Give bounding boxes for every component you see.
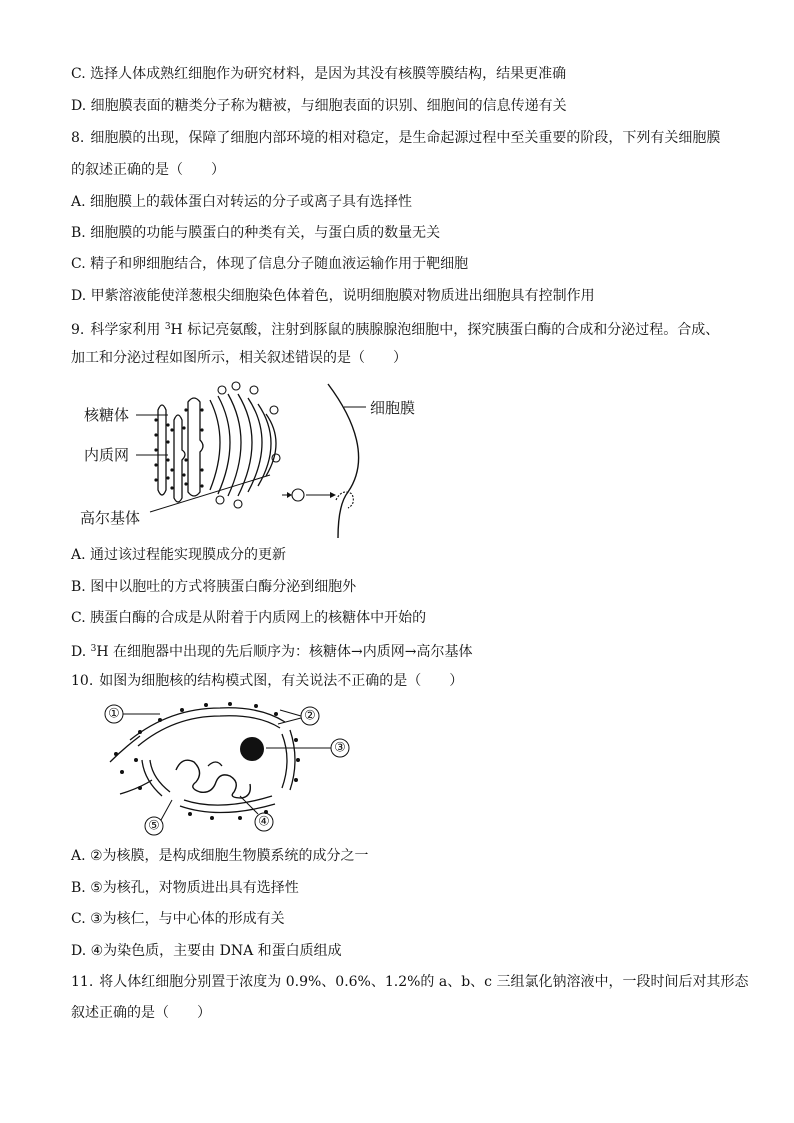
q10-option-b: B. ⑤为核孔，对物质进出具有选择性 [71,880,299,896]
q10-stem [71,671,463,691]
nucleus-figure [100,700,360,840]
callout-1 [105,705,160,723]
ribosome-dots [154,408,203,489]
q10-stem-text: 如图为细胞核的结构模式图，有关说法不正确的是（ ） [99,673,464,689]
q9-option-d-prefix: D. [71,644,91,660]
q9-stem-line1 [71,317,719,340]
q8-option-b: B. 细胞膜的功能与膜蛋白的种类有关，与蛋白质的数量无关 [71,225,441,241]
q9-number: 9. [71,322,85,338]
q8-option-d: D. 甲紫溶液能使洋葱根尖细胞染色体着色，说明细胞膜对物质进出细胞具有控制作用 [71,288,595,304]
q11-stem-line1 [71,972,748,992]
callout-4 [240,796,273,831]
q10-number: 10. [71,673,94,689]
q9-option-d [71,639,473,662]
secretion-diagram [70,380,440,540]
q11-stem-line2: 叙述正确的是（ ） [71,1005,211,1021]
golgi-icon [210,394,276,496]
q9-stem-pre: 科学家利用 [90,322,161,338]
q8-option-a: A. 细胞膜上的载体蛋白对转运的分子或离子具有选择性 [71,194,413,210]
chromatin-fragment [208,762,222,766]
nucleus-diagram [100,700,360,840]
callout-2 [278,707,319,725]
callout-3 [266,739,349,757]
q8-stem-text: 细胞膜的出现，保障了细胞内部环境的相对稳定，是生命起源过程中至关重要的阶段，下列有关细胞膜 [90,130,721,146]
q9-option-d-text: H 在细胞器中出现的先后顺序为：核糖体→内质网→高尔基体 [96,644,473,660]
callout-2-label: ② [304,708,316,724]
rough-er-icon [158,398,203,502]
q11-number: 11. [71,974,94,990]
callout-5 [145,800,172,835]
q9-option-d-mass: 3 [90,644,97,654]
label-er: 内质网 [84,446,130,464]
q9-stem-post: H 标记亮氨酸，注射到豚鼠的胰腺腺泡细胞中，探究胰蛋白酶的合成和分泌过程。合成、 [170,322,720,338]
q8-stem-line1 [71,128,720,148]
q9-option-b: B. 图中以胞吐的方式将胰蛋白酶分泌到细胞外 [71,579,357,595]
exocytosis-vesicle [336,492,353,508]
q10-option-d: D. ④为染色质，主要由 DNA 和蛋白质组成 [71,943,342,959]
q10-option-a: A. ②为核膜，是构成细胞生物膜系统的成分之一 [71,848,369,864]
label-membrane: 细胞膜 [370,399,416,417]
q8-number: 8. [71,130,85,146]
q10-option-c: C. ③为核仁，与中心体的形成有关 [71,911,285,927]
q8-stem-line2: 的叙述正确的是（ ） [71,162,225,178]
label-ribosome: 核糖体 [84,406,130,424]
q11-stem-text: 将人体红细胞分别置于浓度为 0.9%、0.6%、1.2%的 a、b、c 三组氯化钠溶液中，一段时间后对其形态 [99,974,749,990]
q9-option-c: C. 胰蛋白酶的合成是从附着于内质网上的核糖体中开始的 [71,610,427,626]
q7-option-d: D. 细胞膜表面的糖类分子称为糖被，与细胞表面的识别、细胞间的信息传递有关 [71,98,567,114]
q9-option-a: A. 通过该过程能实现膜成分的更新 [71,547,287,563]
callout-3-label: ③ [334,740,346,756]
nucleolus-icon [240,737,264,761]
q7-option-c: C. 选择人体成熟红细胞作为研究材料，是因为其没有核膜等膜结构，结果更准确 [71,66,567,82]
label-golgi: 高尔基体 [80,509,141,527]
q9-stem-line2: 加工和分泌过程如图所示，相关叙述错误的是（ ） [71,350,407,366]
arrow-2-head [330,492,336,498]
callout-1-label: ① [108,706,120,722]
q9-isotope-mass: 3 [164,322,171,332]
callout-5-label: ⑤ [148,818,160,834]
chromatin-icon [176,760,250,798]
q8-option-c: C. 精子和卵细胞结合，体现了信息分子随血液运输作用于靶细胞 [71,256,469,272]
arrow-1-head [287,492,292,498]
leader-golgi [150,475,270,512]
vesicles [216,382,304,508]
secretion-pathway-figure [70,380,440,540]
callout-4-label: ④ [258,814,270,830]
